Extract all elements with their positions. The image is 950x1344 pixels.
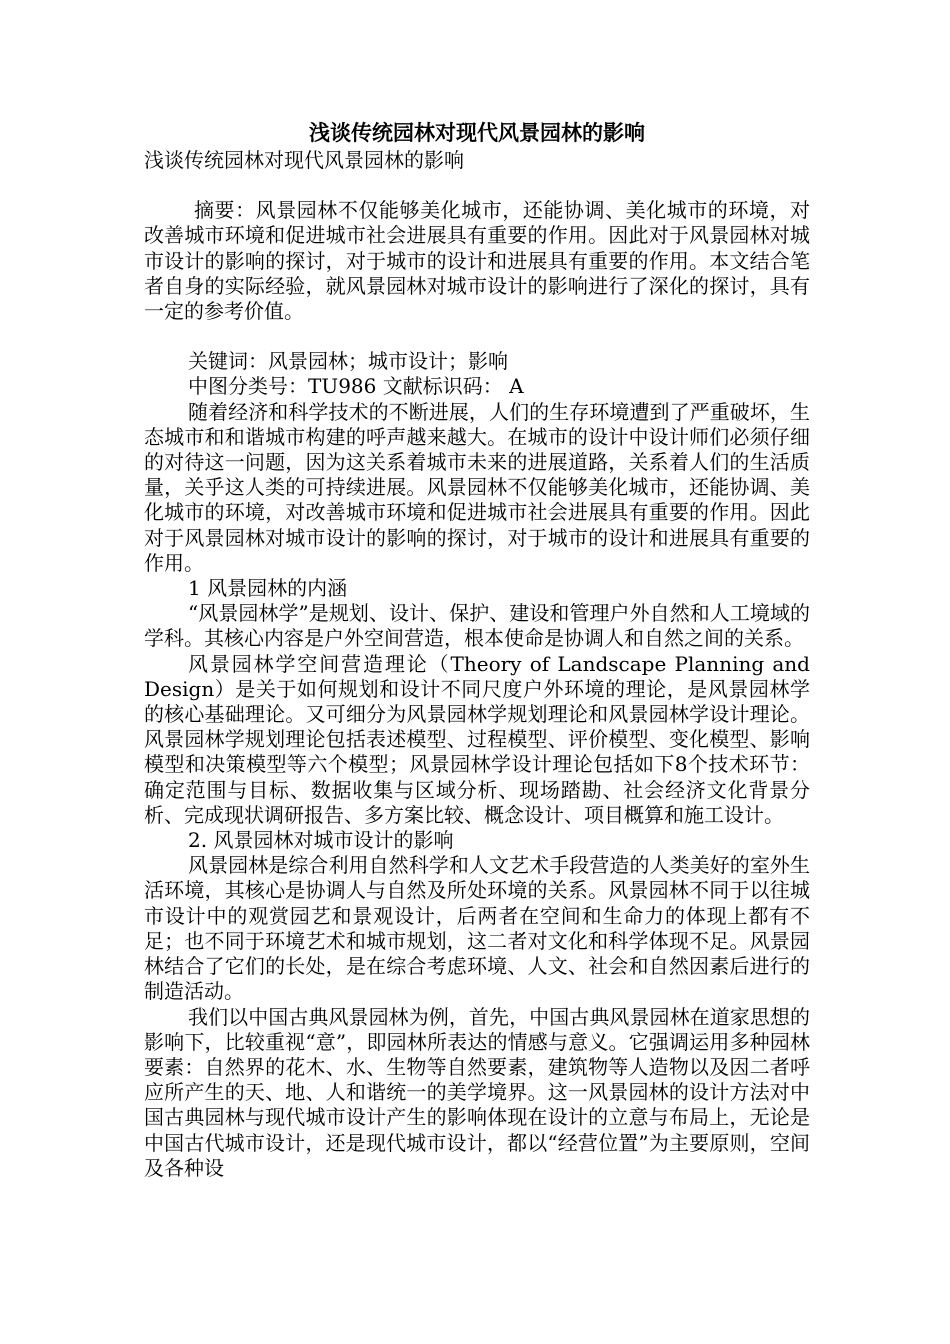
abstract-paragraph: 摘要：风景园林不仅能够美化城市，还能协调、美化城市的环境，对改善城市环境和促进城市社会进展具有重要的作用。因此对于风景园林对城市设计的影响的探讨，对于城市的设计和进展具有重要的作用。本文结合笔者自身的实际经验，就风景园林对城市设计的影响进行了深化的探讨，具有一定的参考价值。 xyxy=(144,198,810,324)
section-2-paragraph-2: 我们以中国古典风景园林为例，首先，中国古典风景园林在道家思想的影响下，比较重视“意”，即园林所表达的情感与意义。它强调运用多种园林要素：自然界的花木、水、生物等自然要素，建筑物等人造物以及因二者呼应所产生的天、地、人和谐统一的美学境界。这一风景园林的设计方法对中国古典园林与现代城市设计产生的影响体现在设计的立意与布局上，无论是中国古代城市设计，还是现代城市设计，都以“经营位置”为主要原则，空间及各种设 xyxy=(144,1004,810,1180)
section-1-paragraph-1: “风景园林学”是规划、设计、保护、建设和管理户外自然和人工境域的学科。其核心内容是户外空间营造，根本使命是协调人和自然之间的关系。 xyxy=(144,601,810,651)
intro-paragraph: 随着经济和科学技术的不断进展，人们的生存环境遭到了严重破坏，生态城市和和谐城市构建的呼声越来越大。在城市的设计中设计师们必须仔细的对待这一问题，因为这关系着城市未来的进展道路，关系着人们的生活质量，关乎这人类的可持续进展。风景园林不仅能够美化城市，还能协调、美化城市的环境，对改善城市环境和促进城市社会进展具有重要的作用。因此对于风景园林对城市设计的影响的探讨，对于城市的设计和进展具有重要的作用。 xyxy=(144,399,810,575)
section-1-paragraph-2: 风景园林学空间营造理论（Theory of Landscape Planning and Design）是关于如何规划和设计不同尺度户外环境的理论，是风景园林学的核心基础理论。又可细分为风景园林学规划理论和风景园林学设计理论。风景园林学规划理论包括表述模型、过程模型、评价模型、变化模型、影响模型和决策模型等六个模型；风景园林学设计理论包括如下8个技术环节：确定范围与目标、数据收集与区域分析、现场踏勘、社会经济文化背景分析、完成现状调研报告、多方案比较、概念设计、项目概算和施工设计。 xyxy=(144,651,810,827)
section-2-paragraph-1: 风景园林是综合利用自然科学和人文艺术手段营造的人类美好的室外生活环境，其核心是协调人与自然及所处环境的关系。风景园林不同于以往城市设计中的观赏园艺和景观设计，后两者在空间和生命力的体现上都有不足；也不同于环境艺术和城市规划，这二者对文化和科学体现不足。风景园林结合了它们的长处，是在综合考虑环境、人文、社会和自然因素后进行的制造活动。 xyxy=(144,853,810,1004)
section-1-heading: 1 风景园林的内涵 xyxy=(188,576,348,601)
keywords-line: 关键词：风景园林；城市设计；影响 xyxy=(188,349,508,374)
classification-line: 中图分类号：TU986 文献标识码： A xyxy=(188,374,524,399)
section-2-heading: 2. 风景园林对城市设计的影响 xyxy=(188,828,454,853)
document-subtitle: 浅谈传统园林对现代风景园林的影响 xyxy=(144,148,464,172)
document-title: 浅谈传统园林对现代风景园林的影响 xyxy=(309,121,645,145)
document-page xyxy=(144,120,810,1181)
